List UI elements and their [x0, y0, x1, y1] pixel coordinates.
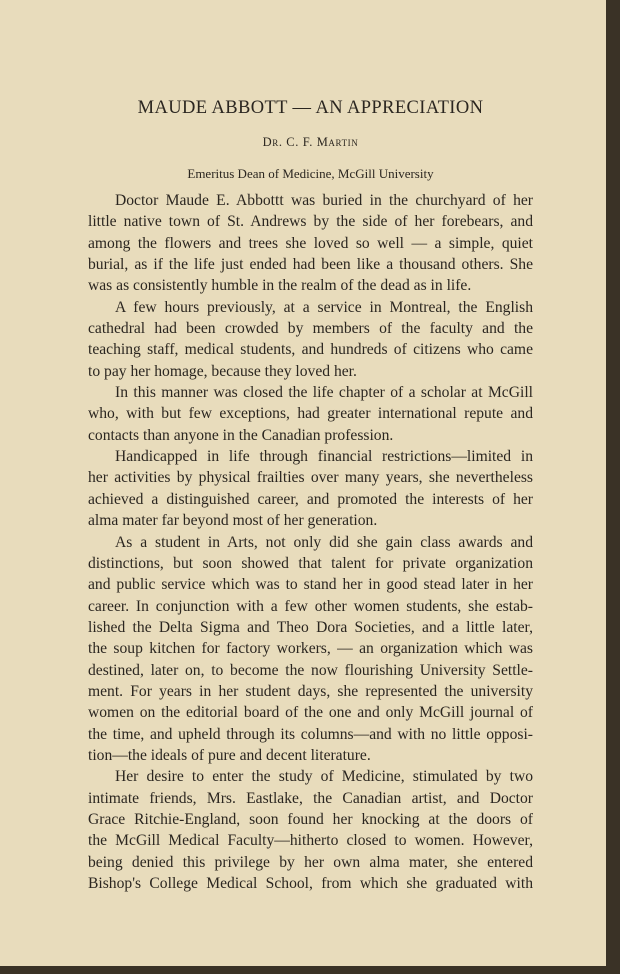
text-line: tion—the ideals of pure and decent literature. [88, 746, 371, 764]
text-line: Bishop's College Medical School, from which she graduated with [88, 875, 533, 892]
text-line: achieved a distinguished career, and promoted the interests of her [88, 490, 533, 508]
text-line: distinctions, but soon showed that talent for private organization [88, 554, 533, 572]
text-line: being denied this privilege by her own alma mater, she entered [88, 853, 533, 871]
text-line: to pay her homage, because they loved her. [88, 362, 357, 380]
article-title: MAUDE ABBOTT — AN APPRECIATION [137, 98, 484, 118]
text-line: the soup kitchen for factory workers, — an organization which was [88, 640, 533, 658]
text-line: As a student in Arts, not only did she gain class awards and [115, 533, 533, 551]
text-line: was as consistently humble in the realm of the dead as in life. [88, 277, 472, 295]
author-affiliation: Emeritus Dean of Medicine, McGill University [187, 166, 434, 181]
text-line: the time, and upheld through its columns—and with no little opposi- [88, 725, 533, 743]
text-line: Her desire to enter the study of Medicine, stimulated by two [115, 768, 533, 786]
text-line: lished the Delta Sigma and Theo Dora Societies, and a little later, [88, 618, 533, 636]
text-line: Handicapped in life through financial restrictions—limited in [115, 448, 533, 466]
article-body [88, 190, 533, 894]
article [88, 96, 533, 894]
text-line: alma mater far beyond most of her generation. [88, 512, 378, 530]
text-line: teaching staff, medical students, and hundreds of citizens who came [88, 341, 533, 359]
text-line: destined, later on, to become the now flourishing University Settle- [88, 661, 533, 679]
text-line: Doctor Maude E. Abbottt was buried in the churchyard of her [115, 192, 533, 209]
text-line: burial, as if the life just ended had been like a thousand others. She [88, 256, 533, 274]
text-line: A few hours previously, at a service in Montreal, the English [115, 298, 533, 316]
text-line: and public service which was to stand her in good stead later in her [88, 576, 533, 594]
text-line: Grace Ritchie-England, soon found her knocking at the doors of [88, 810, 533, 828]
text-line: little native town of St. Andrews by the side of her forebears, and [88, 213, 533, 231]
text-line: In this manner was closed the life chapter of a scholar at McGill [115, 384, 533, 402]
page-edge-right [606, 0, 620, 974]
page-edge-bottom [0, 966, 620, 974]
text-line: who, with but few exceptions, had greater international repute and [88, 405, 533, 423]
text-line: the McGill Medical Faculty—hitherto closed to women. However, [88, 832, 533, 850]
text-line: career. In conjunction with a few other women students, she estab- [88, 597, 533, 615]
article-author: Dr. C. F. Martin [262, 135, 359, 149]
text-line: among the flowers and trees she loved so well — a simple, quiet [88, 234, 533, 252]
text-line: women on the editorial board of the one and only McGill journal of [88, 704, 533, 722]
text-line: contacts than anyone in the Canadian profession. [88, 426, 394, 444]
text-line: ment. For years in her student days, she represented the university [88, 682, 533, 700]
text-line: her activities by physical frailties over many years, she nevertheless [88, 469, 533, 487]
text-line: intimate friends, Mrs. Eastlake, the Canadian artist, and Doctor [88, 789, 533, 807]
text-line: cathedral had been crowded by members of the faculty and the [88, 320, 533, 338]
